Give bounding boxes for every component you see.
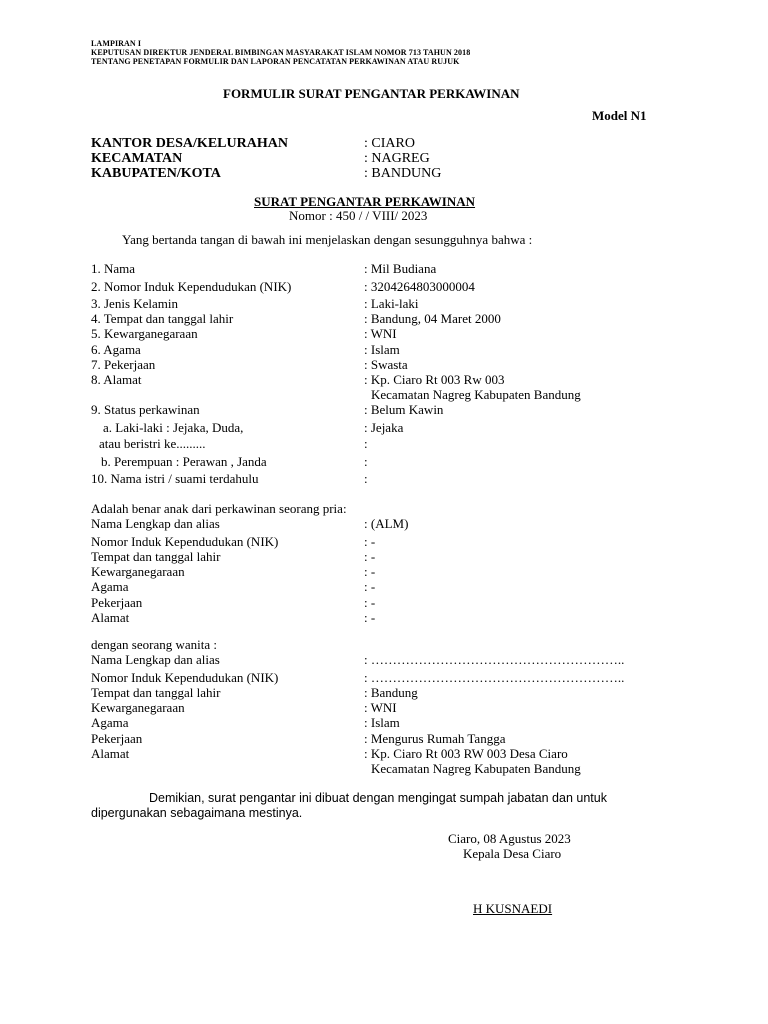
mother-intro: dengan seorang wanita : xyxy=(91,637,217,652)
closing-line1: Demikian, surat pengantar ini dibuat dengan mengingat sumpah jabatan dan untuk xyxy=(149,791,607,805)
father-label-alamat: Alamat xyxy=(91,610,130,625)
mother-value-nik: : ………………………………………………….. xyxy=(364,670,625,685)
office-value-desa: : CIARO xyxy=(364,136,415,151)
mother-value-pekerjaan: : Mengurus Rumah Tangga xyxy=(364,731,506,746)
signatory-name: H KUSNAEDI xyxy=(473,901,553,916)
father-label-kewarganegaraan: Kewarganegaraan xyxy=(91,564,185,579)
person-value-pekerjaan: : Swasta xyxy=(364,357,408,372)
mother-label-nama: Nama Lengkap dan alias xyxy=(91,652,220,667)
person-label-kewarganegaraan: 5. Kewarganegaraan xyxy=(91,326,198,341)
person-label-pasangan-terdahulu: 10. Nama istri / suami terdahulu xyxy=(91,471,259,486)
mother-value-alamat-line2: Kecamatan Nagreg Kabupaten Bandung xyxy=(371,761,581,776)
mother-value-kewarganegaraan: : WNI xyxy=(364,700,397,715)
person-label-jenis-kelamin: 3. Jenis Kelamin xyxy=(91,296,179,311)
mother-label-alamat: Alamat xyxy=(91,746,130,761)
mother-value-agama: : Islam xyxy=(364,715,400,730)
person-value-alamat-line2: Kecamatan Nagreg Kabupaten Bandung xyxy=(371,387,581,402)
father-label-pekerjaan: Pekerjaan xyxy=(91,595,143,610)
person-label-nama: 1. Nama xyxy=(91,261,136,276)
tentang-label: TENTANG PENETAPAN FORMULIR DAN LAPORAN PENCATATAN PERKAWINAN ATAU RUJUK xyxy=(91,57,460,66)
form-title: FORMULIR SURAT PENGANTAR PERKAWINAN xyxy=(223,86,520,101)
person-value-nik: : 3204264803000004 xyxy=(364,279,475,294)
father-value-ttl: : - xyxy=(364,549,376,564)
letter-number: Nomor : 450 / / VIII/ 2023 xyxy=(289,208,428,223)
model-label: Model N1 xyxy=(592,108,647,123)
father-value-kewarganegaraan: : - xyxy=(364,564,376,579)
mother-label-pekerjaan: Pekerjaan xyxy=(91,731,143,746)
person-label-status: 9. Status perkawinan xyxy=(91,402,200,417)
person-label-pekerjaan: 7. Pekerjaan xyxy=(91,357,156,372)
father-value-nama: : (ALM) xyxy=(364,516,409,531)
person-label-laki-laki: a. Laki-laki : Jejaka, Duda, xyxy=(103,420,244,435)
father-value-nik: : - xyxy=(364,534,376,549)
office-label-kabupaten: KABUPATEN/KOTA xyxy=(91,166,221,181)
letter-title: SURAT PENGANTAR PERKAWINAN xyxy=(254,194,476,209)
office-value-kecamatan: : NAGREG xyxy=(364,151,430,166)
person-label-ttl: 4. Tempat dan tanggal lahir xyxy=(91,311,234,326)
father-value-agama: : - xyxy=(364,579,376,594)
father-value-pekerjaan: : - xyxy=(364,595,376,610)
mother-label-agama: Agama xyxy=(91,715,129,730)
person-value-agama: : Islam xyxy=(364,342,400,357)
mother-label-kewarganegaraan: Kewarganegaraan xyxy=(91,700,185,715)
person-value-kewarganegaraan: : WNI xyxy=(364,326,397,341)
office-label-desa: KANTOR DESA/KELURAHAN xyxy=(91,136,288,151)
person-label-alamat: 8. Alamat xyxy=(91,372,142,387)
lampiran-label: LAMPIRAN I xyxy=(91,39,142,48)
person-value-nama: : Mil Budiana xyxy=(364,261,437,276)
person-value-perempuan: : xyxy=(364,454,368,469)
office-value-kabupaten: : BANDUNG xyxy=(364,166,442,181)
closing-line2: dipergunakan sebagaimana mestinya. xyxy=(91,806,303,820)
person-value-beristri: : xyxy=(364,436,368,451)
place-date: Ciaro, 08 Agustus 2023 xyxy=(448,831,571,846)
father-value-alamat: : - xyxy=(364,610,376,625)
person-label-agama: 6. Agama xyxy=(91,342,141,357)
person-label-nik: 2. Nomor Induk Kependudukan (NIK) xyxy=(91,279,292,294)
signatory-position: Kepala Desa Ciaro xyxy=(463,846,562,861)
person-value-jenis-kelamin: : Laki-laki xyxy=(364,296,419,311)
keputusan-label: KEPUTUSAN DIREKTUR JENDERAL BIMBINGAN MASYARAKAT ISLAM NOMOR 713 TAHUN 2018 xyxy=(91,48,471,57)
mother-label-nik: Nomor Induk Kependudukan (NIK) xyxy=(91,670,279,685)
mother-value-nama: : ………………………………………………….. xyxy=(364,652,625,667)
mother-label-ttl: Tempat dan tanggal lahir xyxy=(91,685,221,700)
mother-value-alamat: : Kp. Ciaro Rt 003 RW 003 Desa Ciaro xyxy=(364,746,568,761)
person-value-laki-laki: : Jejaka xyxy=(364,420,404,435)
father-label-nik: Nomor Induk Kependudukan (NIK) xyxy=(91,534,279,549)
person-label-beristri: atau beristri ke......... xyxy=(99,436,206,451)
office-label-kecamatan: KECAMATAN xyxy=(91,151,183,166)
father-intro: Adalah benar anak dari perkawinan seorang pria: xyxy=(91,501,347,516)
mother-value-ttl: : Bandung xyxy=(364,685,418,700)
father-label-agama: Agama xyxy=(91,579,129,594)
person-value-pasangan-terdahulu: : xyxy=(364,471,368,486)
intro-text: Yang bertanda tangan di bawah ini menjelaskan dengan sesungguhnya bahwa : xyxy=(122,232,533,247)
person-label-perempuan: b. Perempuan : Perawan , Janda xyxy=(101,454,267,469)
father-label-nama: Nama Lengkap dan alias xyxy=(91,516,220,531)
person-value-ttl: : Bandung, 04 Maret 2000 xyxy=(364,311,501,326)
father-label-ttl: Tempat dan tanggal lahir xyxy=(91,549,221,564)
person-value-status: : Belum Kawin xyxy=(364,402,444,417)
person-value-alamat: : Kp. Ciaro Rt 003 Rw 003 xyxy=(364,372,505,387)
